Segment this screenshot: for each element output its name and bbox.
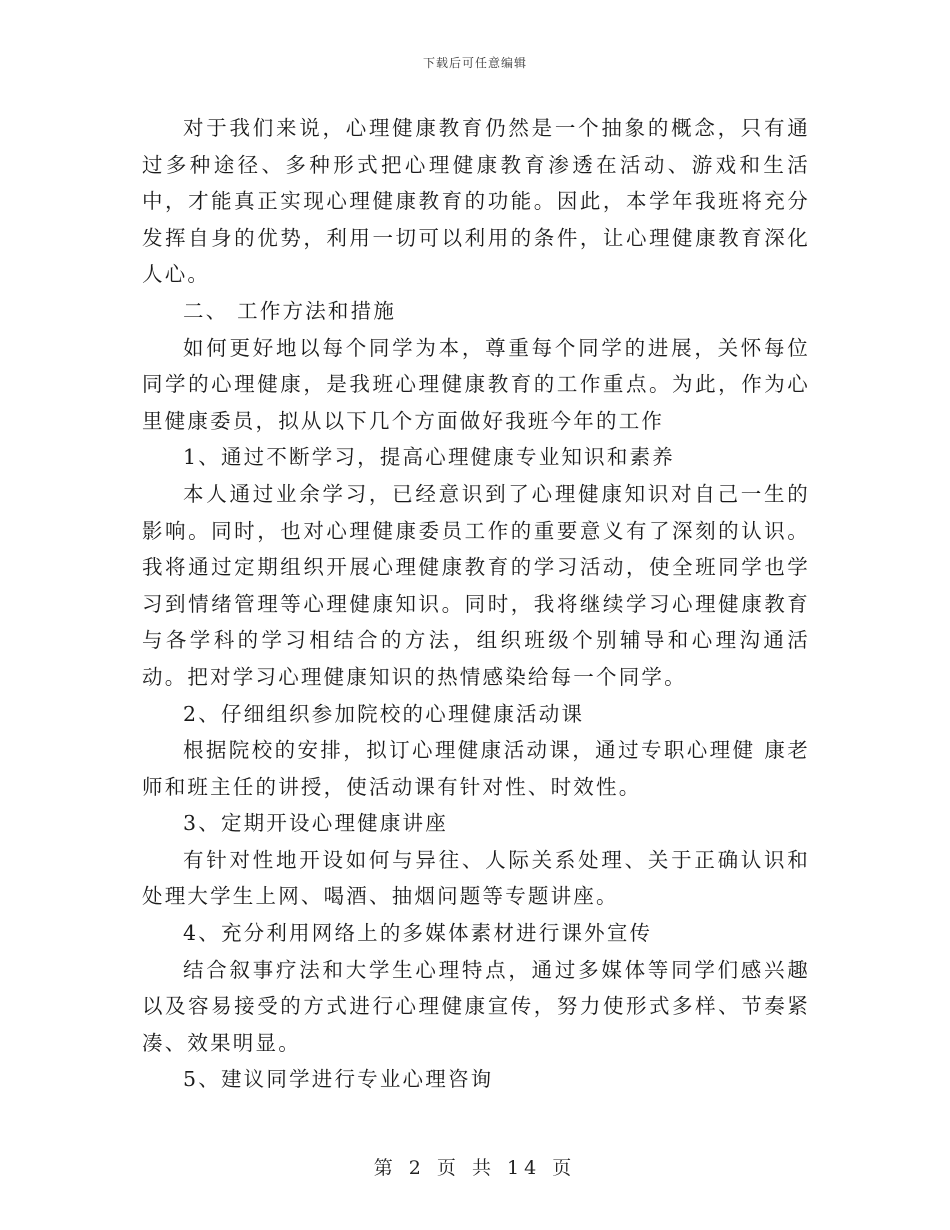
item-heading-2: 2、仔细组织参加院校的心理健康活动课 (183, 701, 585, 726)
item-heading-1: 1、通过不断学习，提高心理健康专业知识和素养 (183, 445, 675, 470)
item-heading-4: 4、充分利用网络上的多媒体素材进行课外宣传 (183, 921, 653, 946)
paragraph-methods: 如何更好地以每个同学为本，尊重每个同学的进展，关怀每位同学的心理健康，是我班心理健康教育的工作重点。为此，作为心里健康委员，拟从以下几个方面做好我班今年的工作 (142, 335, 810, 433)
paragraph-intro: 对于我们来说，心理健康教育仍然是一个抽象的概念，只有通过多种途径、多种形式把心理健康教育渗透在活动、游戏和生活中，才能真正实现心理健康教育的功能。因此，本学年我班将充分发挥自身的优势，利用一切可以利用的条件，让心理健康教育深化人心。 (142, 116, 810, 287)
document-body (142, 110, 810, 1098)
paragraph-item-3: 有针对性地开设如何与异往、人际关系处理、关于正确认识和处理大学生上网、喝酒、抽烟问题等专题讲座。 (142, 847, 810, 909)
section-heading-methods: 二、 工作方法和措施 (183, 298, 397, 323)
item-heading-5: 5、建议同学进行专业心理咨询 (183, 1067, 494, 1092)
page-number-footer: 第 2 页 共 14 页 (373, 1157, 577, 1179)
item-heading-3: 3、定期开设心理健康讲座 (183, 811, 448, 836)
paragraph-item-4: 结合叙事疗法和大学生心理特点，通过多媒体等同学们感兴趣以及容易接受的方式进行心理健康宣传，努力使形式多样、节奏紧凑、效果明显。 (142, 957, 810, 1055)
page-header-note: 下载后可任意编辑 (422, 56, 527, 70)
paragraph-item-2: 根据院校的安排，拟订心理健康活动课，通过专职心理健 康老师和班主任的讲授，使活动课有针对性、时效性。 (142, 738, 810, 799)
paragraph-item-1: 本人通过业余学习，已经意识到了心理健康知识对自己一生的影响。同时，也对心理健康委员工作的重要意义有了深刻的认识。我将通过定期组织开展心理健康教育的学习活动，使全班同学也学习到情绪管理等心理健康知识。同时，我将继续学习心理健康教育与各学科的学习相结合的方法，组织班级个别辅导和心理沟通活动。把对学习心理健康知识的热情感染给每一个同学。 (142, 481, 810, 689)
